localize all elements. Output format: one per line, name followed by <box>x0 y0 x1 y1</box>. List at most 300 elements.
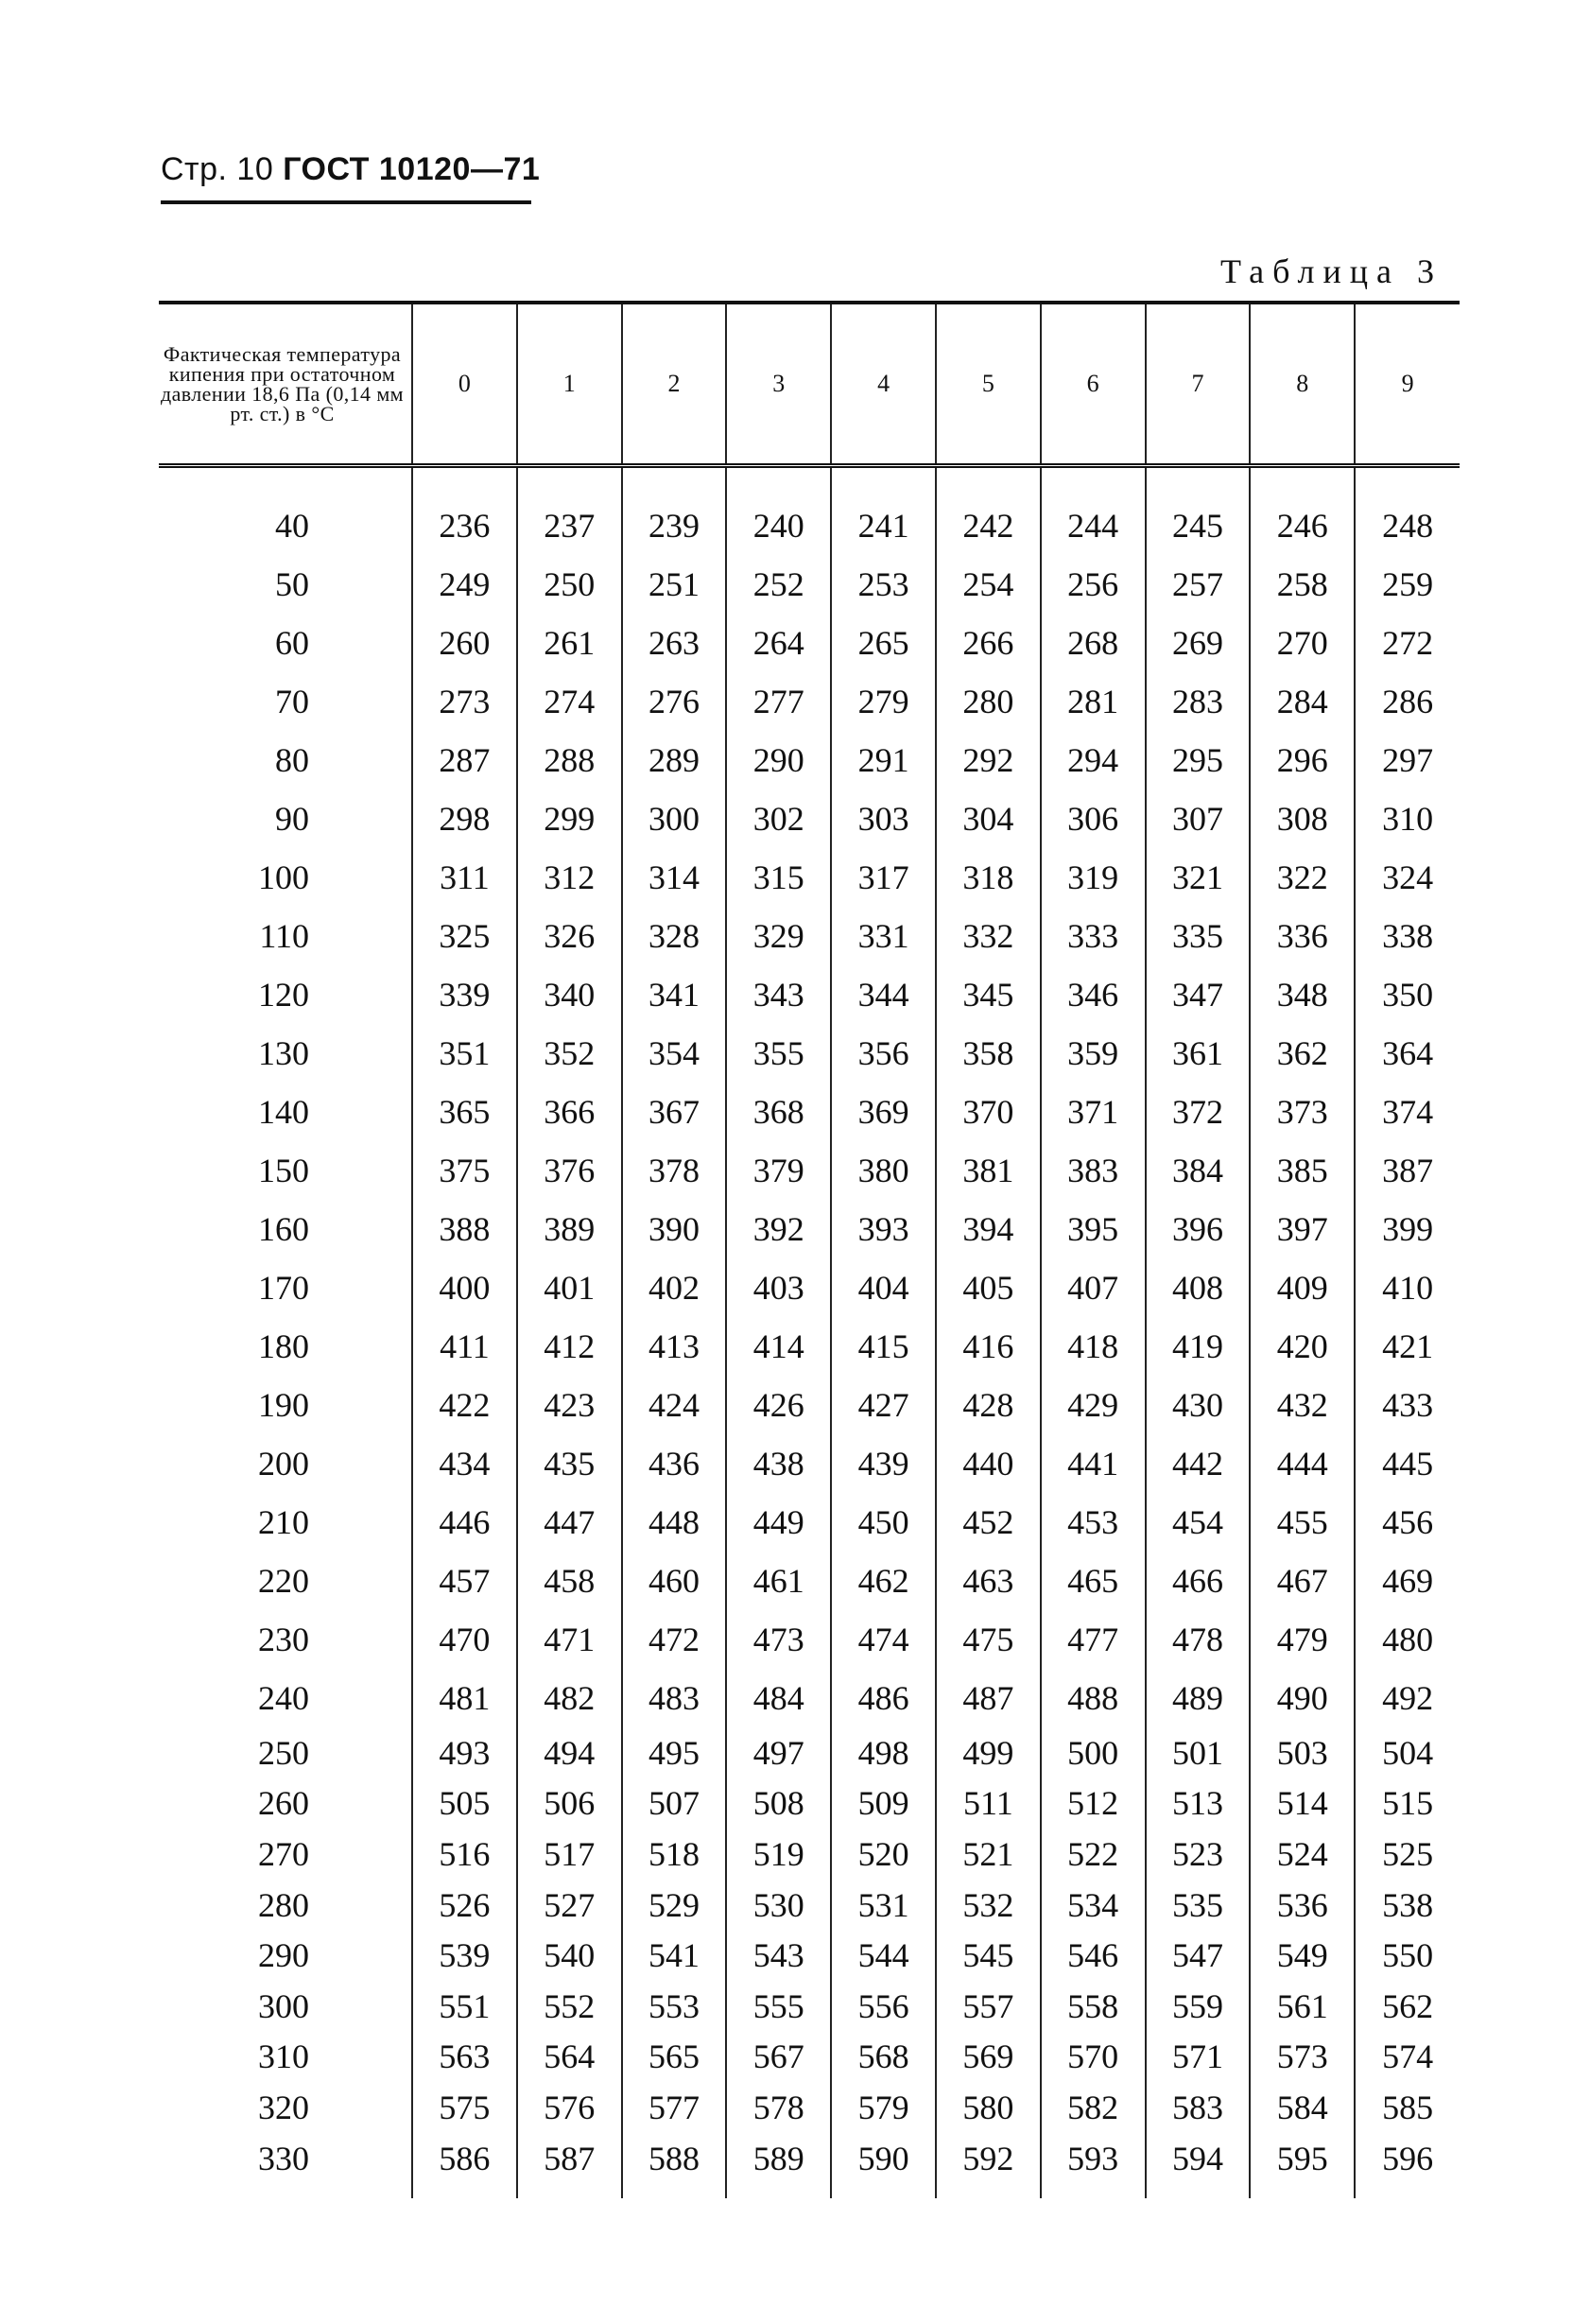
table-cell: 474 <box>831 1610 936 1669</box>
table-cell: 442 <box>1146 1434 1251 1493</box>
table-cell: 264 <box>726 614 831 672</box>
row-temperature: 120 <box>258 976 309 1014</box>
column-header-8: 8 <box>1250 303 1355 466</box>
table-cell: 494 <box>517 1727 622 1778</box>
table-cell: 428 <box>936 1376 1041 1434</box>
table-cell: 407 <box>1041 1258 1146 1317</box>
table-cell: 385 <box>1250 1141 1355 1200</box>
table-cell: 539 <box>412 1930 517 1981</box>
table-row <box>159 1930 1460 1981</box>
table-cell: 461 <box>726 1552 831 1610</box>
table-cell: 454 <box>1146 1493 1251 1552</box>
row-temperature: 320 <box>258 2088 309 2126</box>
table-cell: 354 <box>622 1024 727 1083</box>
column-header-4: 4 <box>831 303 936 466</box>
table-cell: 284 <box>1250 672 1355 731</box>
table-cell: 579 <box>831 2082 936 2133</box>
table-cell: 518 <box>622 1829 727 1880</box>
table-cell: 435 <box>517 1434 622 1493</box>
table-cell: 448 <box>622 1493 727 1552</box>
table-cell: 296 <box>1250 731 1355 789</box>
table-cell: 419 <box>1146 1317 1251 1376</box>
table-cell: 574 <box>1355 2032 1460 2083</box>
row-temperature: 210 <box>258 1503 309 1541</box>
table-row <box>159 1258 1460 1317</box>
table-cell: 475 <box>936 1610 1041 1669</box>
table-cell: 318 <box>936 848 1041 907</box>
table-cell: 266 <box>936 614 1041 672</box>
table-cell: 259 <box>1355 555 1460 614</box>
table-row <box>159 1778 1460 1830</box>
table-cell: 298 <box>412 789 517 848</box>
table-cell: 270 <box>1250 614 1355 672</box>
table-cell: 576 <box>517 2082 622 2133</box>
table-cell: 552 <box>517 1981 622 2032</box>
table-cell: 251 <box>622 555 727 614</box>
table-cell: 331 <box>831 907 936 965</box>
table-cell: 458 <box>517 1552 622 1610</box>
table-cell: 500 <box>1041 1727 1146 1778</box>
table-cell: 504 <box>1355 1727 1460 1778</box>
table-cell: 592 <box>936 2133 1041 2199</box>
table-cell: 401 <box>517 1258 622 1317</box>
table-cell: 250 <box>517 555 622 614</box>
table-cell: 339 <box>412 965 517 1024</box>
page-header <box>161 151 540 188</box>
table-cell: 426 <box>726 1376 831 1434</box>
page-number: Стр. 10 <box>161 151 274 187</box>
table-cell: 312 <box>517 848 622 907</box>
table-cell: 452 <box>936 1493 1041 1552</box>
table-cell: 483 <box>622 1669 727 1727</box>
table-cell: 392 <box>726 1200 831 1258</box>
table-cell: 434 <box>412 1434 517 1493</box>
table-cell: 595 <box>1250 2133 1355 2199</box>
table-cell: 505 <box>412 1778 517 1830</box>
table-cell: 395 <box>1041 1200 1146 1258</box>
row-temperature: 50 <box>275 565 309 603</box>
table-cell: 376 <box>517 1141 622 1200</box>
table-row <box>159 1083 1460 1141</box>
table-cell: 254 <box>936 555 1041 614</box>
table-caption: Таблица 3 <box>1220 252 1443 290</box>
table-container <box>159 301 1460 2198</box>
table-cell: 473 <box>726 1610 831 1669</box>
table-cell: 350 <box>1355 965 1460 1024</box>
table-cell: 495 <box>622 1727 727 1778</box>
table-cell: 432 <box>1250 1376 1355 1434</box>
table-cell: 340 <box>517 965 622 1024</box>
table-cell: 393 <box>831 1200 936 1258</box>
column-header-0: 0 <box>412 303 517 466</box>
table-cell: 456 <box>1355 1493 1460 1552</box>
table-cell: 477 <box>1041 1610 1146 1669</box>
table-row <box>159 848 1460 907</box>
table-cell: 508 <box>726 1778 831 1830</box>
table-cell: 409 <box>1250 1258 1355 1317</box>
table-cell: 557 <box>936 1981 1041 2032</box>
table-cell: 467 <box>1250 1552 1355 1610</box>
table-cell: 509 <box>831 1778 936 1830</box>
table-cell: 564 <box>517 2032 622 2083</box>
row-temperature: 110 <box>259 917 309 955</box>
column-header-7: 7 <box>1146 303 1251 466</box>
table-cell: 430 <box>1146 1376 1251 1434</box>
table-cell: 449 <box>726 1493 831 1552</box>
column-header-3: 3 <box>726 303 831 466</box>
table-cell: 593 <box>1041 2133 1146 2199</box>
table-cell: 507 <box>622 1778 727 1830</box>
table-cell: 470 <box>412 1610 517 1669</box>
table-cell: 263 <box>622 614 727 672</box>
table-cell: 526 <box>412 1880 517 1931</box>
table-cell: 445 <box>1355 1434 1460 1493</box>
table-cell: 299 <box>517 789 622 848</box>
table-cell: 529 <box>622 1880 727 1931</box>
table-cell: 463 <box>936 1552 1041 1610</box>
table-cell: 466 <box>1146 1552 1251 1610</box>
table-row <box>159 965 1460 1024</box>
table-cell: 355 <box>726 1024 831 1083</box>
table-cell: 280 <box>936 672 1041 731</box>
table-cell: 444 <box>1250 1434 1355 1493</box>
table-cell: 325 <box>412 907 517 965</box>
row-temperature: 80 <box>275 741 309 779</box>
table-cell: 544 <box>831 1930 936 1981</box>
table-cell: 532 <box>936 1880 1041 1931</box>
table-cell: 441 <box>1041 1434 1146 1493</box>
table-cell: 516 <box>412 1829 517 1880</box>
row-temperature: 150 <box>258 1152 309 1189</box>
table-cell: 567 <box>726 2032 831 2083</box>
table-cell: 272 <box>1355 614 1460 672</box>
table-row <box>159 1024 1460 1083</box>
table-cell: 281 <box>1041 672 1146 731</box>
boiling-temperature-table <box>159 301 1460 2198</box>
table-cell: 514 <box>1250 1778 1355 1830</box>
table-cell: 563 <box>412 2032 517 2083</box>
table-cell: 462 <box>831 1552 936 1610</box>
table-cell: 306 <box>1041 789 1146 848</box>
table-cell: 253 <box>831 555 936 614</box>
table-cell: 277 <box>726 672 831 731</box>
table-row <box>159 907 1460 965</box>
table-cell: 356 <box>831 1024 936 1083</box>
table-row <box>159 1317 1460 1376</box>
table-cell: 378 <box>622 1141 727 1200</box>
table-cell: 308 <box>1250 789 1355 848</box>
row-temperature: 40 <box>275 507 309 545</box>
table-cell: 240 <box>726 466 831 556</box>
table-cell: 556 <box>831 1981 936 2032</box>
table-cell: 583 <box>1146 2082 1251 2133</box>
table-cell: 362 <box>1250 1024 1355 1083</box>
table-cell: 439 <box>831 1434 936 1493</box>
table-cell: 418 <box>1041 1317 1146 1376</box>
table-cell: 424 <box>622 1376 727 1434</box>
table-cell: 482 <box>517 1669 622 1727</box>
table-cell: 534 <box>1041 1880 1146 1931</box>
table-cell: 488 <box>1041 1669 1146 1727</box>
table-cell: 384 <box>1146 1141 1251 1200</box>
column-header-9: 9 <box>1355 303 1460 466</box>
table-cell: 410 <box>1355 1258 1460 1317</box>
table-cell: 402 <box>622 1258 727 1317</box>
table-cell: 413 <box>622 1317 727 1376</box>
table-cell: 307 <box>1146 789 1251 848</box>
table-cell: 530 <box>726 1880 831 1931</box>
table-cell: 394 <box>936 1200 1041 1258</box>
table-cell: 460 <box>622 1552 727 1610</box>
table-cell: 549 <box>1250 1930 1355 1981</box>
table-cell: 513 <box>1146 1778 1251 1830</box>
table-cell: 423 <box>517 1376 622 1434</box>
row-temperature: 310 <box>258 2038 309 2076</box>
table-cell: 561 <box>1250 1981 1355 2032</box>
table-cell: 506 <box>517 1778 622 1830</box>
table-cell: 321 <box>1146 848 1251 907</box>
table-row <box>159 1200 1460 1258</box>
table-cell: 551 <box>412 1981 517 2032</box>
table-cell: 497 <box>726 1727 831 1778</box>
row-temperature: 240 <box>258 1679 309 1717</box>
table-cell: 290 <box>726 731 831 789</box>
table-cell: 341 <box>622 965 727 1024</box>
table-cell: 562 <box>1355 1981 1460 2032</box>
table-cell: 421 <box>1355 1317 1460 1376</box>
table-cell: 236 <box>412 466 517 556</box>
table-cell: 300 <box>622 789 727 848</box>
table-row <box>159 731 1460 789</box>
table-cell: 265 <box>831 614 936 672</box>
table-cell: 446 <box>412 1493 517 1552</box>
table-cell: 577 <box>622 2082 727 2133</box>
table-body <box>159 466 1460 2199</box>
table-row <box>159 1669 1460 1727</box>
row-temperature: 250 <box>258 1733 309 1772</box>
row-temperature: 200 <box>258 1445 309 1483</box>
table-cell: 322 <box>1250 848 1355 907</box>
table-cell: 380 <box>831 1141 936 1200</box>
table-cell: 329 <box>726 907 831 965</box>
table-cell: 304 <box>936 789 1041 848</box>
table-row <box>159 789 1460 848</box>
table-cell: 429 <box>1041 1376 1146 1434</box>
table-cell: 328 <box>622 907 727 965</box>
table-cell: 361 <box>1146 1024 1251 1083</box>
table-row <box>159 1141 1460 1200</box>
table-cell: 399 <box>1355 1200 1460 1258</box>
table-cell: 249 <box>412 555 517 614</box>
row-temperature: 230 <box>258 1621 309 1658</box>
table-cell: 359 <box>1041 1024 1146 1083</box>
table-cell: 400 <box>412 1258 517 1317</box>
table-header-row <box>159 303 1460 466</box>
table-cell: 387 <box>1355 1141 1460 1200</box>
table-cell: 540 <box>517 1930 622 1981</box>
table-row <box>159 1376 1460 1434</box>
row-temperature: 290 <box>258 1936 309 1975</box>
table-cell: 453 <box>1041 1493 1146 1552</box>
table-cell: 367 <box>622 1083 727 1141</box>
table-cell: 294 <box>1041 731 1146 789</box>
table-cell: 472 <box>622 1610 727 1669</box>
table-cell: 414 <box>726 1317 831 1376</box>
row-temperature: 90 <box>275 800 309 838</box>
table-cell: 489 <box>1146 1669 1251 1727</box>
column-header-2: 2 <box>622 303 727 466</box>
column-header-5: 5 <box>936 303 1041 466</box>
table-row <box>159 2082 1460 2133</box>
table-cell: 515 <box>1355 1778 1460 1830</box>
row-temperature: 220 <box>258 1562 309 1600</box>
table-cell: 511 <box>936 1778 1041 1830</box>
table-row <box>159 2032 1460 2083</box>
table-cell: 375 <box>412 1141 517 1200</box>
table-cell: 523 <box>1146 1829 1251 1880</box>
table-cell: 273 <box>412 672 517 731</box>
row-temperature: 60 <box>275 624 309 662</box>
table-cell: 450 <box>831 1493 936 1552</box>
table-cell: 589 <box>726 2133 831 2199</box>
row-temperature: 300 <box>258 1986 309 2025</box>
table-cell: 541 <box>622 1930 727 1981</box>
table-row <box>159 1552 1460 1610</box>
table-cell: 559 <box>1146 1981 1251 2032</box>
table-cell: 479 <box>1250 1610 1355 1669</box>
table-cell: 415 <box>831 1317 936 1376</box>
table-cell: 333 <box>1041 907 1146 965</box>
table-cell: 311 <box>412 848 517 907</box>
table-row <box>159 1880 1460 1931</box>
table-cell: 245 <box>1146 466 1251 556</box>
table-cell: 433 <box>1355 1376 1460 1434</box>
table-cell: 336 <box>1250 907 1355 965</box>
table-cell: 345 <box>936 965 1041 1024</box>
table-cell: 241 <box>831 466 936 556</box>
table-cell: 578 <box>726 2082 831 2133</box>
table-cell: 370 <box>936 1083 1041 1141</box>
table-row <box>159 555 1460 614</box>
table-cell: 348 <box>1250 965 1355 1024</box>
table-row <box>159 1493 1460 1552</box>
table-cell: 371 <box>1041 1083 1146 1141</box>
table-cell: 389 <box>517 1200 622 1258</box>
table-cell: 558 <box>1041 1981 1146 2032</box>
table-cell: 347 <box>1146 965 1251 1024</box>
table-cell: 365 <box>412 1083 517 1141</box>
table-cell: 279 <box>831 672 936 731</box>
row-temperature: 140 <box>258 1093 309 1131</box>
table-cell: 292 <box>936 731 1041 789</box>
row-temperature: 160 <box>258 1210 309 1248</box>
table-row <box>159 2133 1460 2199</box>
table-cell: 257 <box>1146 555 1251 614</box>
table-cell: 565 <box>622 2032 727 2083</box>
table-cell: 587 <box>517 2133 622 2199</box>
table-cell: 570 <box>1041 2032 1146 2083</box>
table-cell: 493 <box>412 1727 517 1778</box>
table-cell: 256 <box>1041 555 1146 614</box>
table-cell: 289 <box>622 731 727 789</box>
table-cell: 547 <box>1146 1930 1251 1981</box>
row-temperature: 170 <box>258 1269 309 1307</box>
table-cell: 520 <box>831 1829 936 1880</box>
table-cell: 368 <box>726 1083 831 1141</box>
table-cell: 501 <box>1146 1727 1251 1778</box>
row-temperature: 130 <box>258 1034 309 1072</box>
table-cell: 568 <box>831 2032 936 2083</box>
table-cell: 344 <box>831 965 936 1024</box>
table-cell: 268 <box>1041 614 1146 672</box>
table-cell: 490 <box>1250 1669 1355 1727</box>
table-cell: 522 <box>1041 1829 1146 1880</box>
row-temperature: 330 <box>258 2139 309 2177</box>
table-cell: 582 <box>1041 2082 1146 2133</box>
table-cell: 471 <box>517 1610 622 1669</box>
table-cell: 455 <box>1250 1493 1355 1552</box>
table-cell: 498 <box>831 1727 936 1778</box>
table-cell: 283 <box>1146 672 1251 731</box>
table-row <box>159 466 1460 556</box>
table-cell: 484 <box>726 1669 831 1727</box>
table-cell: 465 <box>1041 1552 1146 1610</box>
table-cell: 585 <box>1355 2082 1460 2133</box>
table-cell: 397 <box>1250 1200 1355 1258</box>
table-cell: 586 <box>412 2133 517 2199</box>
table-cell: 457 <box>412 1552 517 1610</box>
table-cell: 531 <box>831 1880 936 1931</box>
table-cell: 396 <box>1146 1200 1251 1258</box>
table-cell: 481 <box>412 1669 517 1727</box>
table-cell: 527 <box>517 1880 622 1931</box>
table-cell: 286 <box>1355 672 1460 731</box>
table-cell: 436 <box>622 1434 727 1493</box>
table-cell: 588 <box>622 2133 727 2199</box>
table-cell: 314 <box>622 848 727 907</box>
table-cell: 332 <box>936 907 1041 965</box>
table-cell: 242 <box>936 466 1041 556</box>
table-cell: 324 <box>1355 848 1460 907</box>
table-cell: 366 <box>517 1083 622 1141</box>
table-cell: 315 <box>726 848 831 907</box>
table-cell: 295 <box>1146 731 1251 789</box>
table-cell: 319 <box>1041 848 1146 907</box>
table-cell: 258 <box>1250 555 1355 614</box>
row-temperature: 100 <box>258 858 309 896</box>
table-cell: 569 <box>936 2032 1041 2083</box>
table-cell: 499 <box>936 1727 1041 1778</box>
table-cell: 519 <box>726 1829 831 1880</box>
table-row <box>159 1434 1460 1493</box>
table-cell: 575 <box>412 2082 517 2133</box>
row-temperature: 280 <box>258 1885 309 1924</box>
table-cell: 244 <box>1041 466 1146 556</box>
table-cell: 596 <box>1355 2133 1460 2199</box>
table-cell: 379 <box>726 1141 831 1200</box>
table-row <box>159 1981 1460 2032</box>
table-cell: 487 <box>936 1669 1041 1727</box>
table-cell: 571 <box>1146 2032 1251 2083</box>
table-cell: 405 <box>936 1258 1041 1317</box>
table-cell: 492 <box>1355 1669 1460 1727</box>
table-cell: 521 <box>936 1829 1041 1880</box>
table-cell: 512 <box>1041 1778 1146 1830</box>
table-cell: 440 <box>936 1434 1041 1493</box>
row-temperature: 180 <box>258 1327 309 1365</box>
table-cell: 580 <box>936 2082 1041 2133</box>
row-temperature: 70 <box>275 683 309 720</box>
